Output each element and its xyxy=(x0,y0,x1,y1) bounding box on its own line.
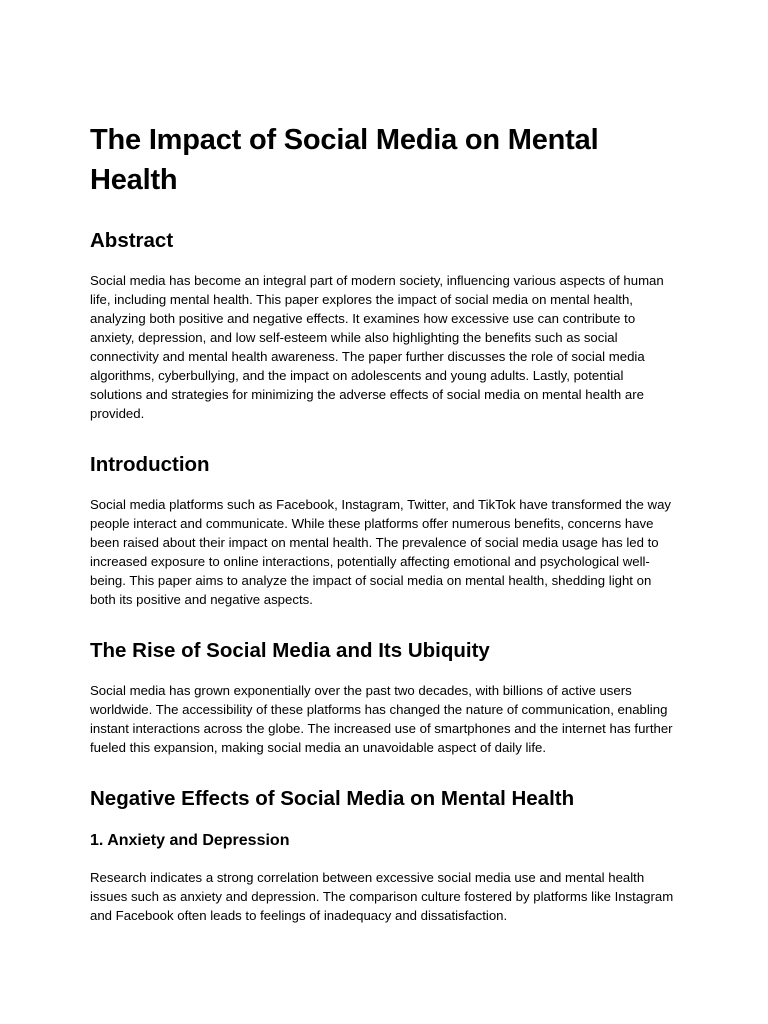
abstract-paragraph: Social media has become an integral part of modern society, influencing various aspects of human life, including mental health. This paper explores the impact of social media on mental health, analyzing both positive and negative effects. It examines how excessive use can contribute to anxiety, depression, and low self-esteem while also highlighting the benefits such as social connectivity and mental health awareness. The paper further discusses the role of social media algorithms, cyberbullying, and the impact on adolescents and young adults. Lastly, potential solutions and strategies for minimizing the adverse effects of social media on mental health are provided. xyxy=(90,273,664,421)
introduction-heading: Introduction xyxy=(90,453,210,476)
introduction-paragraph: Social media platforms such as Facebook, Instagram, Twitter, and TikTok have transformed the way people interact and communicate. While these platforms offer numerous benefits, concerns have been raised about their impact on mental health. The prevalence of social media usage has led to increased exposure to online interactions, potentially affecting emotional and psychological well-being. This paper aims to analyze the impact of social media on mental health, shedding light on both its positive and negative aspects. xyxy=(90,497,672,607)
anxiety-depression-subheading: 1. Anxiety and Depression xyxy=(90,832,290,849)
document-title: The Impact of Social Media on Mental Health xyxy=(90,124,599,196)
rise-section-paragraph: Social media has grown exponentially over the past two decades, with billions of active users worldwide. The accessibility of these platforms has changed the nature of communication, enabling instant interactions across the globe. The increased use of smartphones and the internet has further fueled this expansion, making social media an unavoidable aspect of daily life. xyxy=(90,683,673,755)
rise-section-heading: The Rise of Social Media and Its Ubiquity xyxy=(90,639,490,662)
negative-effects-heading: Negative Effects of Social Media on Mental Health xyxy=(90,787,575,810)
abstract-heading: Abstract xyxy=(90,229,174,252)
anxiety-depression-paragraph: Research indicates a strong correlation between excessive social media use and mental health issues such as anxiety and depression. The comparison culture fostered by platforms like Instagram and Facebook often leads to feelings of inadequacy and dissatisfaction. xyxy=(90,870,674,923)
document-page xyxy=(90,120,678,925)
